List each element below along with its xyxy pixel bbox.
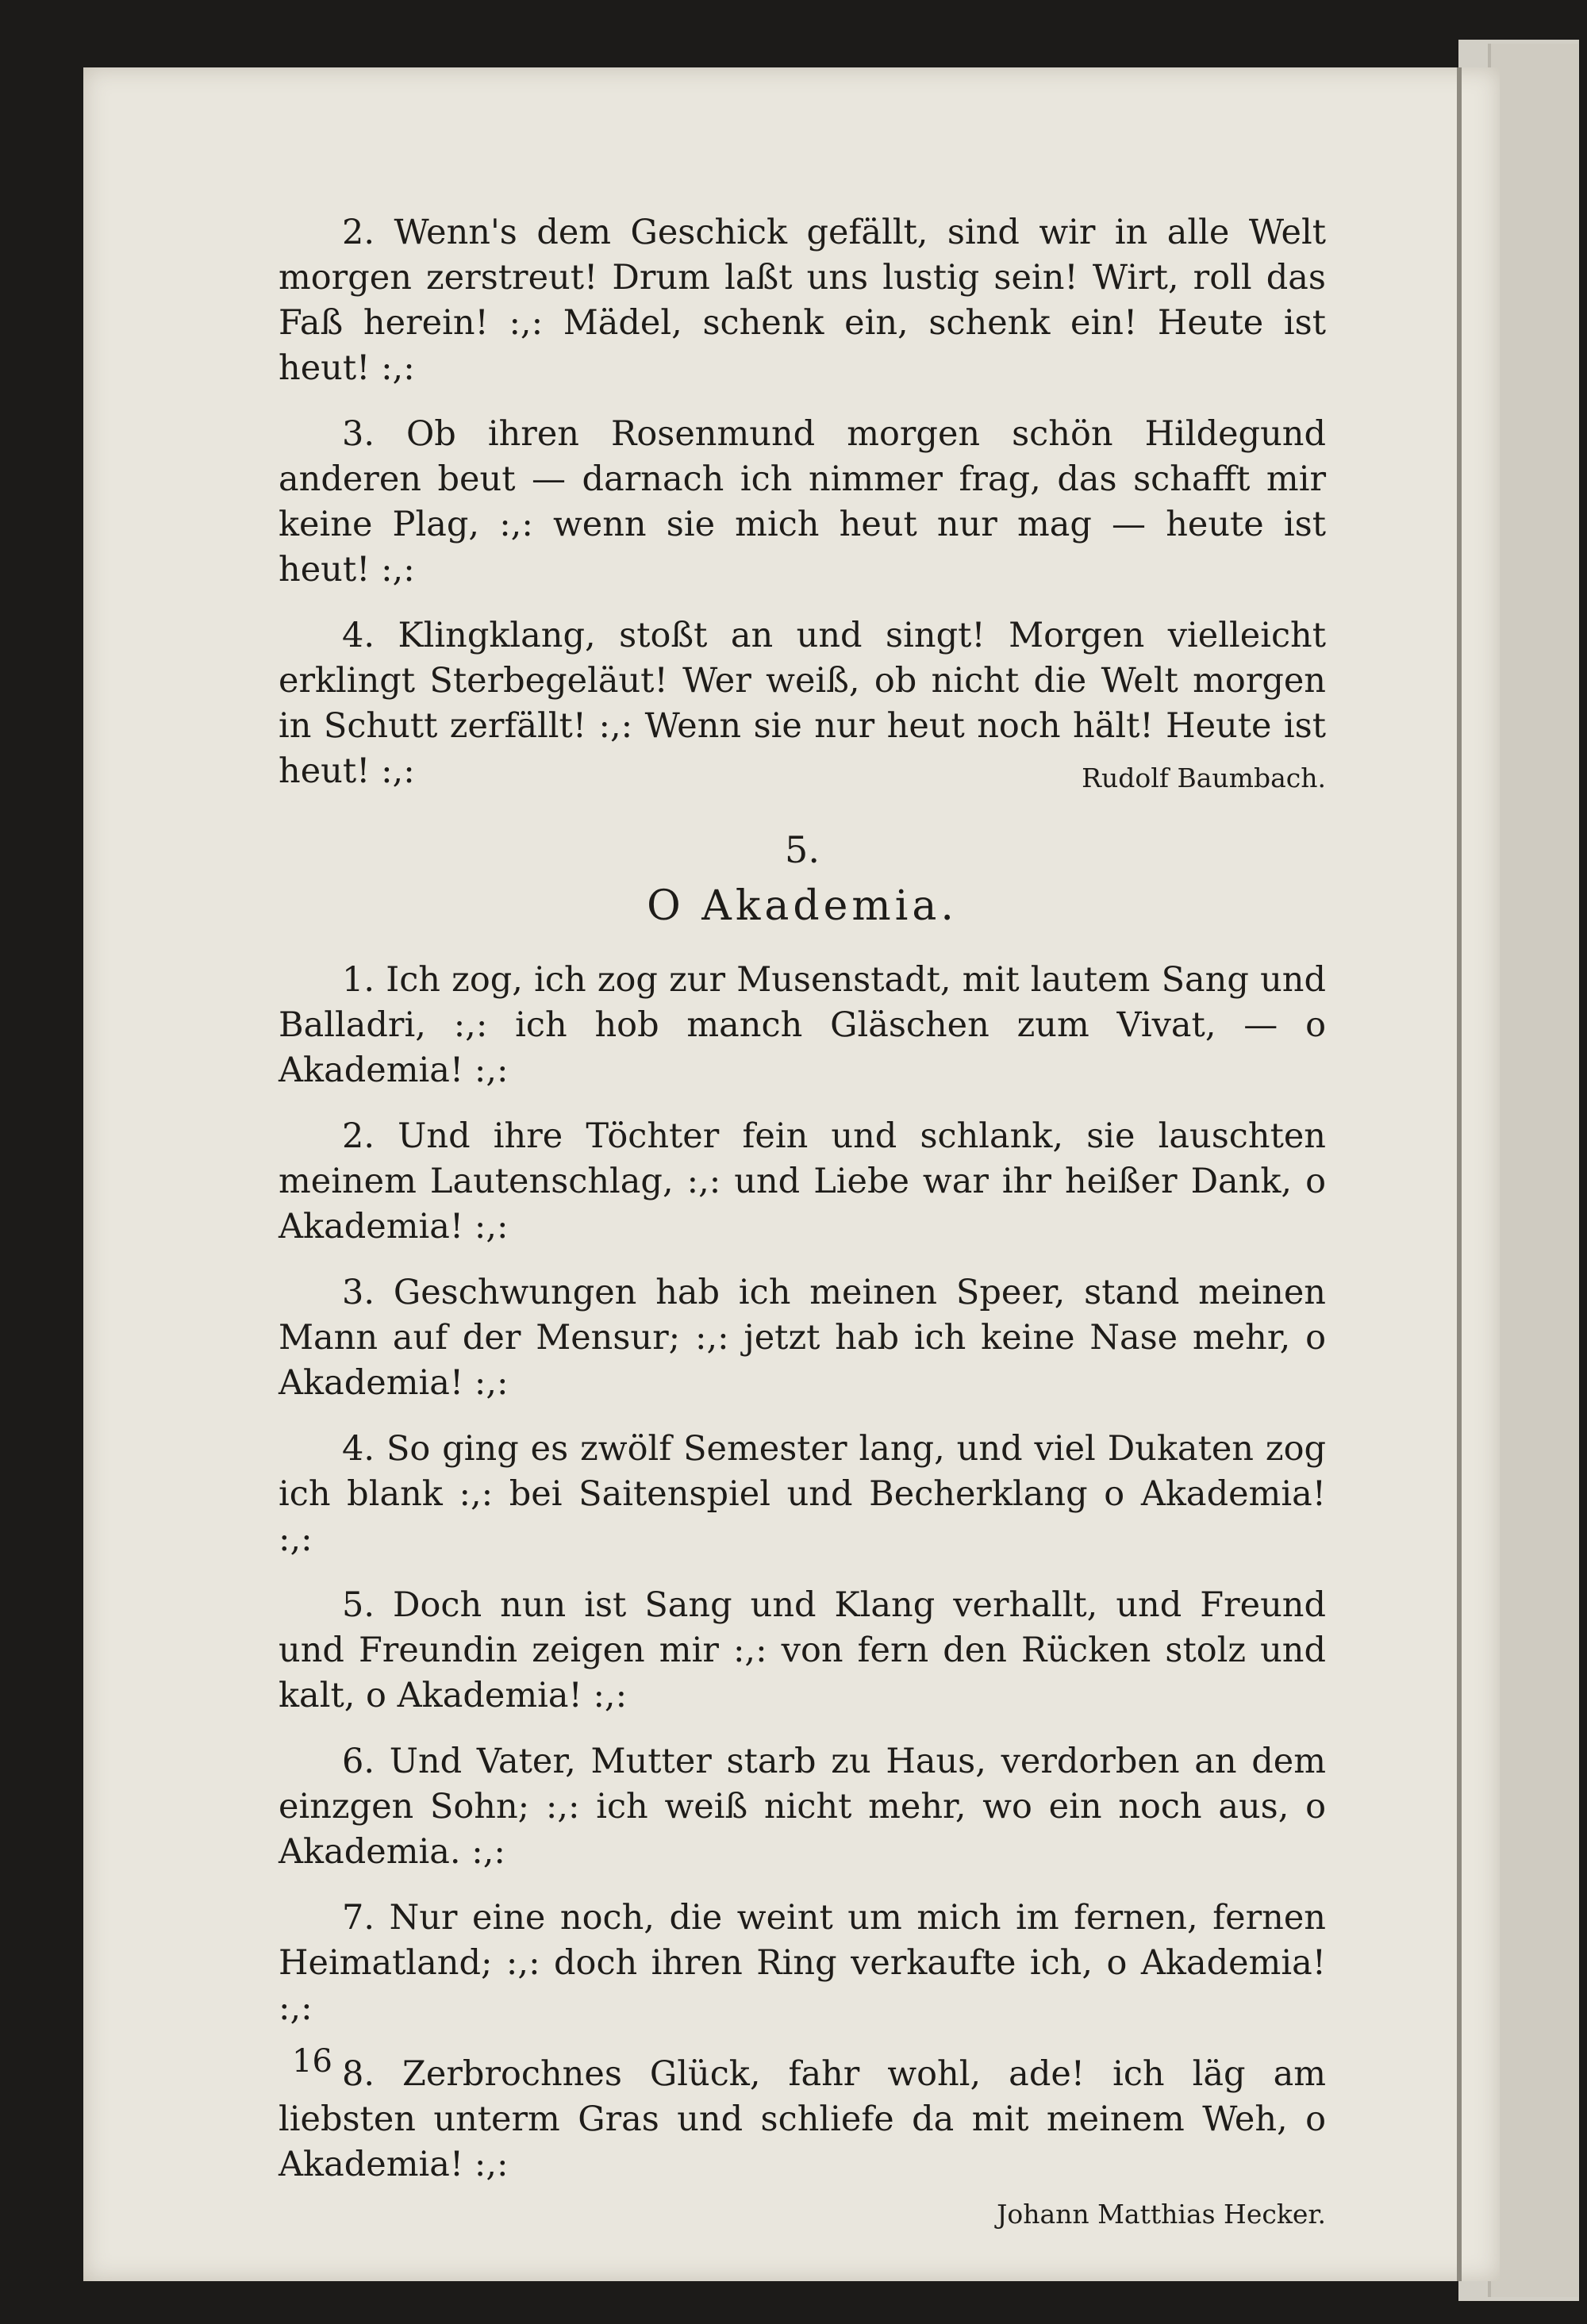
song-number: 5. (785, 828, 820, 871)
verse: 7. Nur eine noch, die weint um mich im fernen, fernen Heimatland; :,: doch ihren Ring verkaufte ich, o Akademia! :,: (279, 1898, 1326, 2028)
song-title: O Akademia. (647, 882, 958, 930)
verse: 3. Ob ihren Rosenmund morgen schön Hildegund anderen beut — darnach ich nimmer frag, das schafft mir keine Plag, :,: wenn sie mich heut nur mag — heute ist heut! :,: (279, 414, 1326, 590)
verse: 2. Und ihre Töchter fein und schlank, sie lauschten meinem Lautenschlag, :,: und Liebe war ihr heißer Dank, o Akademia! :,: (279, 1116, 1326, 1247)
verse: 3. Geschwungen hab ich meinen Speer, stand meinen Mann auf der Mensur; :,: jetzt hab ich keine Nase mehr, o Akademia! :,: (279, 1273, 1326, 1403)
verse: 6. Und Vater, Mutter starb zu Haus, verdorben an dem einzgen Sohn; :,: ich weiß nicht mehr, wo ein noch aus, o Akademia. :,: (279, 1742, 1326, 1872)
verse: 8. Zerbrochnes Glück, fahr wohl, ade! ich läg am liebsten unterm Gras und schliefe da mit meinem Weh, o Akademia! :,: (279, 2054, 1326, 2184)
page-text (279, 210, 1326, 2262)
verse: 4. So ging es zwölf Semester lang, und viel Dukaten zog ich blank :,: bei Saitenspiel und Becherklang o Akademia! :,: (279, 1429, 1326, 1559)
page-number: 16 (292, 2043, 332, 2080)
author-signature: Rudolf Baumbach. (1082, 763, 1326, 793)
verse: 5. Doch nun ist Sang und Klang verhallt, und Freund und Freundin zeigen mir :,: von fern den Rücken stolz und kalt, o Akademia! :,: (279, 1585, 1326, 1715)
page-gutter (1457, 67, 1462, 2281)
verse: 1. Ich zog, ich zog zur Musenstadt, mit lautem Sang und Balladri, :,: ich hob manch Gläschen zum Vivat, — o Akademia! :,: (279, 960, 1326, 1090)
verse: 4. Klingklang, stoßt an und singt! Morgen vielleicht erklingt Sterbegeläut! Wer weiß, ob nicht die Welt morgen in Schutt zerfällt! :,: Wenn sie nur heut noch hält! Heute ist heut! :,: (279, 616, 1326, 791)
page-stack-edge-inner (1488, 44, 1578, 2297)
author-signature: Johann Matthias Hecker. (997, 2199, 1326, 2230)
verse: 2. Wenn's dem Geschick gefällt, sind wir in alle Welt morgen zerstreut! Drum laßt uns lustig sein! Wirt, roll das Faß herein! :,: Mädel, schenk ein, schenk ein! Heute ist heut! :,: (279, 213, 1326, 388)
